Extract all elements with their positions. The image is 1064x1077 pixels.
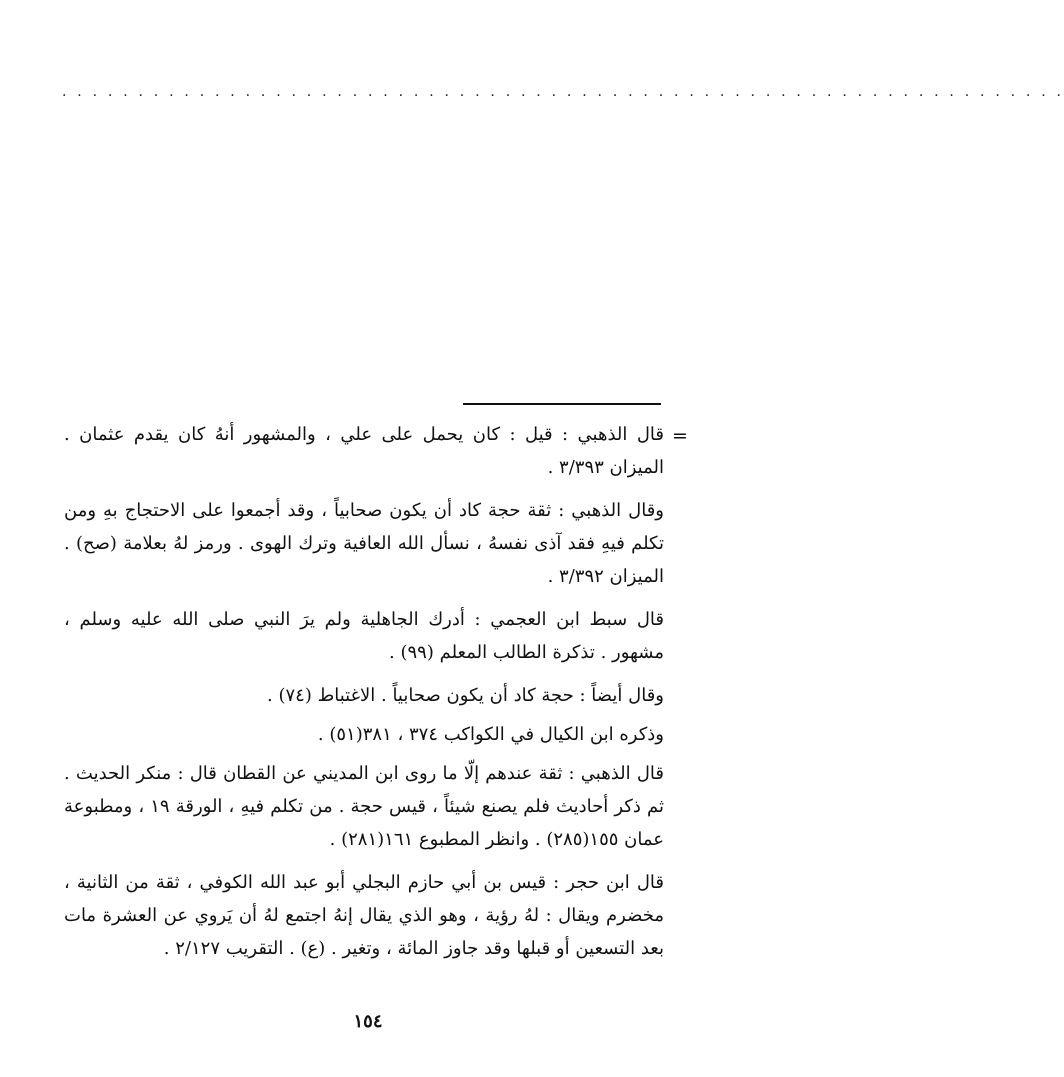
page-number: ١٥٤ <box>353 1011 383 1032</box>
footnote-separator <box>463 403 661 405</box>
dotted-leader: . . . . . . . . . . . . . . . . . . . . . . . . . . . . . . . . . . . . . . . . . . . . . . . . . . . . . . . . . . . . . . . . . . <box>62 84 1064 100</box>
continuation-mark: = <box>672 425 688 447</box>
footnote-paragraph: وقال الذهبي : ثقة حجة كاد أن يكون صحابياً ، وقد أجمعوا على الاحتجاج بهِ ومن تكلم فيهِ فقد آذى نفسهُ ، نسأل الله العافية وترك الهوى . ورمز لهُ بعلامة (صح) . الميزان ٣/٣٩٢ . <box>64 500 664 587</box>
footnote-paragraph: وقال أيضاً : حجة كاد أن يكون صحابياً . الاغتباط (٧٤) . <box>267 685 664 706</box>
footnote-paragraph: قال الذهبي : قيل : كان يحمل على علي ، والمشهور أنهُ كان يقدم عثمان . الميزان ٣/٣٩٣ . <box>64 424 664 478</box>
footnote-paragraph: قال سبط ابن العجمي : أدرك الجاهلية ولم يرَ النبي صلى الله عليه وسلم ، مشهور . تذكرة الطالب المعلم (٩٩) . <box>64 609 664 663</box>
footnote-paragraph: وذكره ابن الكيال في الكواكب ٣٧٤ ، ٣٨١(٥١) . <box>317 724 664 745</box>
footnote-paragraph: قال ابن حجر : قيس بن أبي حازم البجلي أبو عبد الله الكوفي ، ثقة من الثانية ، مخضرم ويقال : لهُ رؤية ، وهو الذي يقال إنهُ اجتمع لهُ أن يَروي عن العشرة مات بعد التسعين أو قبلها وقد جاوز المائة ، وتغير . (ع) . التقريب ٢/١٢٧ . <box>64 872 664 959</box>
footnote-paragraph: قال الذهبي : ثقة عندهم إلّا ما روى ابن المديني عن القطان قال : منكر الحديث . ثم ذكر أحاديث فلم يصنع شيئاً ، قيس حجة . من تكلم فيهِ ، الورقة ١٩ ، ومطبوعة عمان ١٥٥(٢٨٥) . وانظر المطبوع ١٦١(٢٨١) . <box>64 763 664 850</box>
footnotes-block <box>64 418 664 975</box>
